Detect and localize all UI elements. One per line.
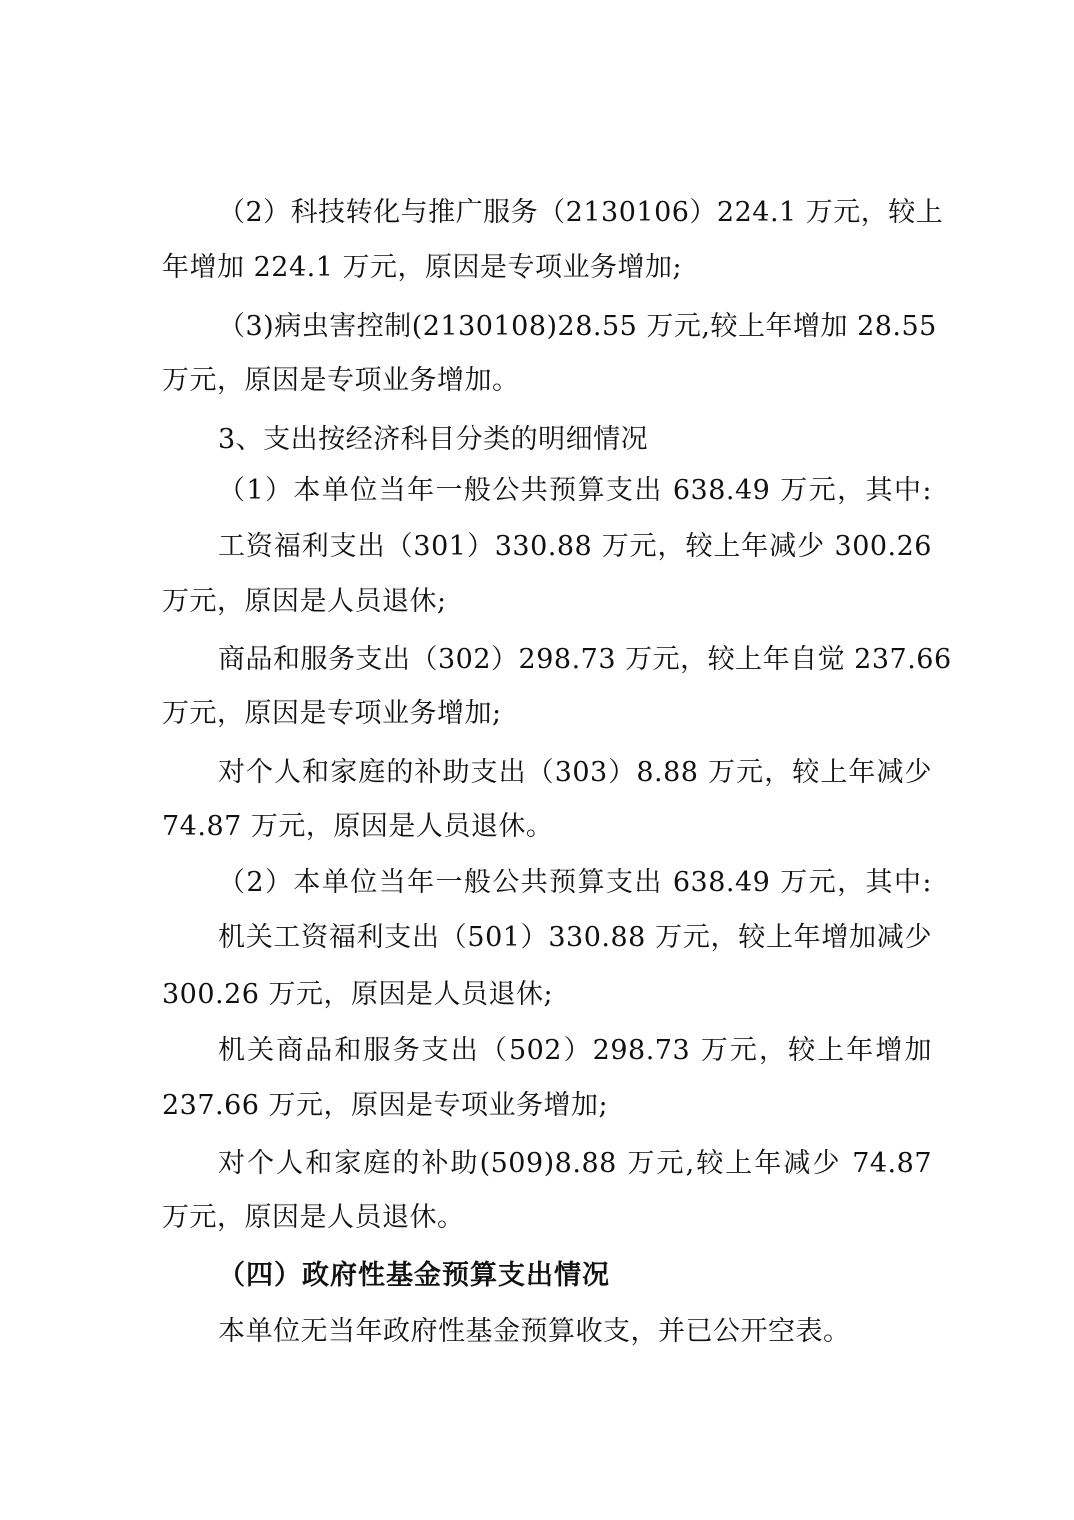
section-heading: （四）政府性基金预算支出情况 (218, 1260, 610, 1291)
paragraph-line: 74.87 万元，原因是人员退休。 (162, 811, 554, 842)
paragraph-line: 对个人和家庭的补助(509)8.88 万元,较上年减少 74.87 (218, 1148, 932, 1179)
paragraph-line: （2）本单位当年一般公共预算支出 638.49 万元，其中: (218, 867, 932, 898)
paragraph-line: 年增加 224.1 万元，原因是专项业务增加; (162, 252, 683, 283)
paragraph-line: 工资福利支出（301）330.88 万元，较上年减少 300.26 (218, 531, 932, 562)
paragraph-line: （1）本单位当年一般公共预算支出 638.49 万元，其中: (218, 475, 932, 506)
paragraph-line: 万元，原因是专项业务增加。 (162, 365, 520, 396)
paragraph-line: 对个人和家庭的补助支出（303）8.88 万元，较上年减少 (218, 757, 932, 788)
paragraph-line: 万元，原因是人员退休。 (162, 1202, 465, 1233)
paragraph-line: 商品和服务支出（302）298.73 万元，较上年自觉 237.66 (218, 644, 952, 675)
paragraph-line: 300.26 万元，原因是人员退休; (162, 979, 554, 1010)
paragraph-line: 机关工资福利支出（501）330.88 万元，较上年增加减少 (218, 922, 932, 953)
paragraph-line: 机关商品和服务支出（502）298.73 万元，较上年增加 (218, 1035, 932, 1066)
paragraph-line: 237.66 万元，原因是专项业务增加; (162, 1090, 609, 1121)
paragraph-line: （2）科技转化与推广服务（2130106）224.1 万元，较上 (218, 197, 944, 228)
paragraph-line: 万元，原因是专项业务增加; (162, 698, 502, 729)
paragraph-line: 万元，原因是人员退休; (162, 586, 447, 617)
paragraph-line: （3)病虫害控制(2130108)28.55 万元,较上年增加 28.55 (218, 311, 937, 342)
paragraph-line: 3、支出按经济科目分类的明细情况 (218, 424, 649, 455)
paragraph-line: 本单位无当年政府性基金预算收支，并已公开空表。 (218, 1316, 851, 1347)
